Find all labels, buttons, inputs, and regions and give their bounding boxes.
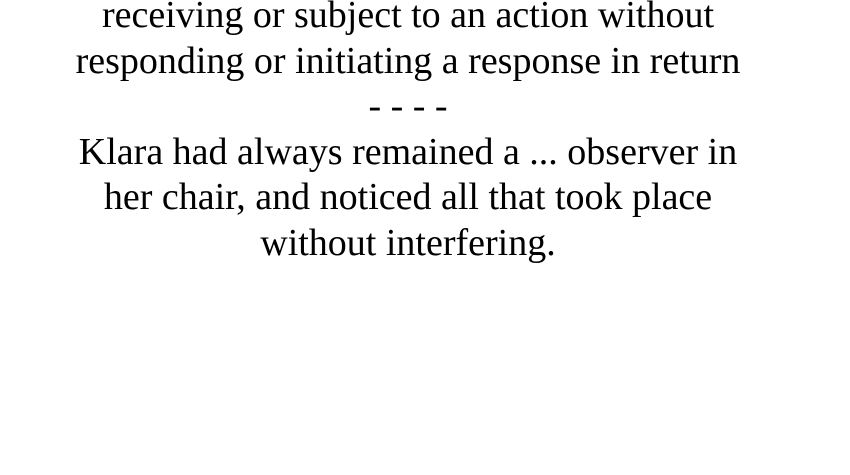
definition-line: receiving or subject to an action without (101, 0, 715, 36)
example-line: without interfering. (260, 221, 556, 264)
example-line: Klara had always remained a ... observer in (78, 130, 738, 173)
separator: - - - - (368, 85, 448, 127)
definition-text (0, 0, 816, 84)
example-sentence (0, 130, 816, 267)
definition-line: responding or initiating a response in return (75, 39, 741, 82)
example-line: her chair, and noticed all that took place (103, 176, 713, 218)
